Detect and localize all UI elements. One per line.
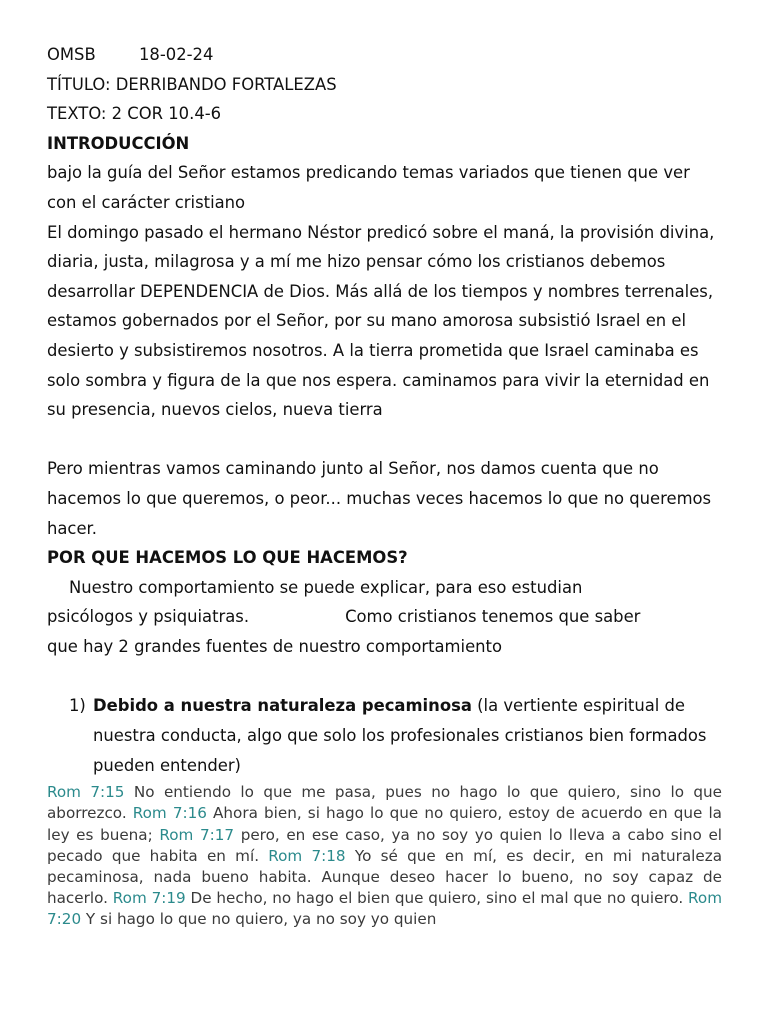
spacer xyxy=(47,661,722,677)
verse-reference: Rom 7:17 xyxy=(159,825,235,844)
section-text-psychologists: psicólogos y psiquiatras. xyxy=(47,607,250,627)
verse-text: De hecho, no hago el bien que quiero, sino el mal que no quiero. xyxy=(185,889,689,908)
verse-text: Y si hago lo que no quiero, ya no soy yo quien xyxy=(81,910,437,929)
sermon-title: TÍTULO: DERRIBANDO FORTALEZAS xyxy=(47,74,337,94)
verse-reference: Rom 7:20 xyxy=(47,889,722,929)
verse-reference: Rom 7:19 xyxy=(112,889,186,908)
section-paragraph-line-2 xyxy=(47,602,722,632)
intro-paragraph-2: El domingo pasado el hermano Néstor predicó sobre el maná, la provisión divina, diaria, justa, milagrosa y a mí me hizo pensar cómo los cristianos debemos desarrollar DEPENDENCIA de Dios. Más allá de los tiempos y nombres terrenales, estamos gobernados por el Señor, por su mano amorosa subsistió Israel en el desierto y subsistiremos nosotros. A la tierra prometida que Israel caminaba es solo sombra y figura de la que nos espera. caminamos para vivir la eternidad en su presencia, nuevos cielos, nueva tierra xyxy=(47,222,715,420)
list-number: 1) xyxy=(69,696,86,716)
intro-heading: INTRODUCCIÓN xyxy=(47,133,190,153)
sermon-date: 18-02-24 xyxy=(139,45,214,64)
blank-line xyxy=(47,425,722,455)
verse-reference: Rom 7:15 xyxy=(47,783,125,802)
intro-paragraph-3: Pero mientras vamos caminando junto al Señor, nos damos cuenta que no hacemos lo que queremos, o peor... muchas veces hacemos lo que no queremos hacer. xyxy=(47,459,712,538)
list-body xyxy=(93,691,722,780)
intro-paragraph-1: bajo la guía del Señor estamos predicando temas variados que tienen que ver con el carácter cristiano xyxy=(47,163,690,212)
verse-text: Yo sé que en mí, es decir, en mi naturaleza pecaminosa, nada bueno habita. Aunque deseo hacer lo bueno, no soy capaz de hacerlo. xyxy=(47,846,722,908)
verse-text: No entiendo lo que me pasa, pues no hago lo que quiero, sino lo que aborrezco. xyxy=(47,783,723,823)
list-item xyxy=(47,691,722,780)
section-heading: POR QUE HACEMOS LO QUE HACEMOS? xyxy=(47,548,408,568)
verse-reference: Rom 7:16 xyxy=(132,804,207,823)
list-rest-text: (la vertiente espiritual de nuestra conducta, algo que solo los profesionales cristianos bien formados pueden entender) xyxy=(93,696,707,775)
section-paragraph-line-3: que hay 2 grandes fuentes de nuestro comportamiento xyxy=(47,636,503,656)
list-bold-text: Debido a nuestra naturaleza pecaminosa xyxy=(93,696,472,716)
header-org-date-line xyxy=(47,40,722,70)
verse-reference: Rom 7:18 xyxy=(268,846,346,865)
verse-text: pero, en ese caso, ya no soy yo quien lo lleva a cabo sino el pecado que habita en mí. xyxy=(47,825,723,865)
org-code: OMSB xyxy=(47,45,96,64)
sermon-text-reference: TEXTO: 2 COR 10.4-6 xyxy=(47,104,222,124)
section-text-christians: Como cristianos tenemos que saber xyxy=(345,607,641,627)
verse-block xyxy=(47,782,722,930)
verse-text: Ahora bien, si hago lo que no quiero, estoy de acuerdo en que la ley es buena; xyxy=(47,804,722,844)
section-paragraph-line-1: Nuestro comportamiento se puede explicar, para eso estudian xyxy=(69,577,583,597)
